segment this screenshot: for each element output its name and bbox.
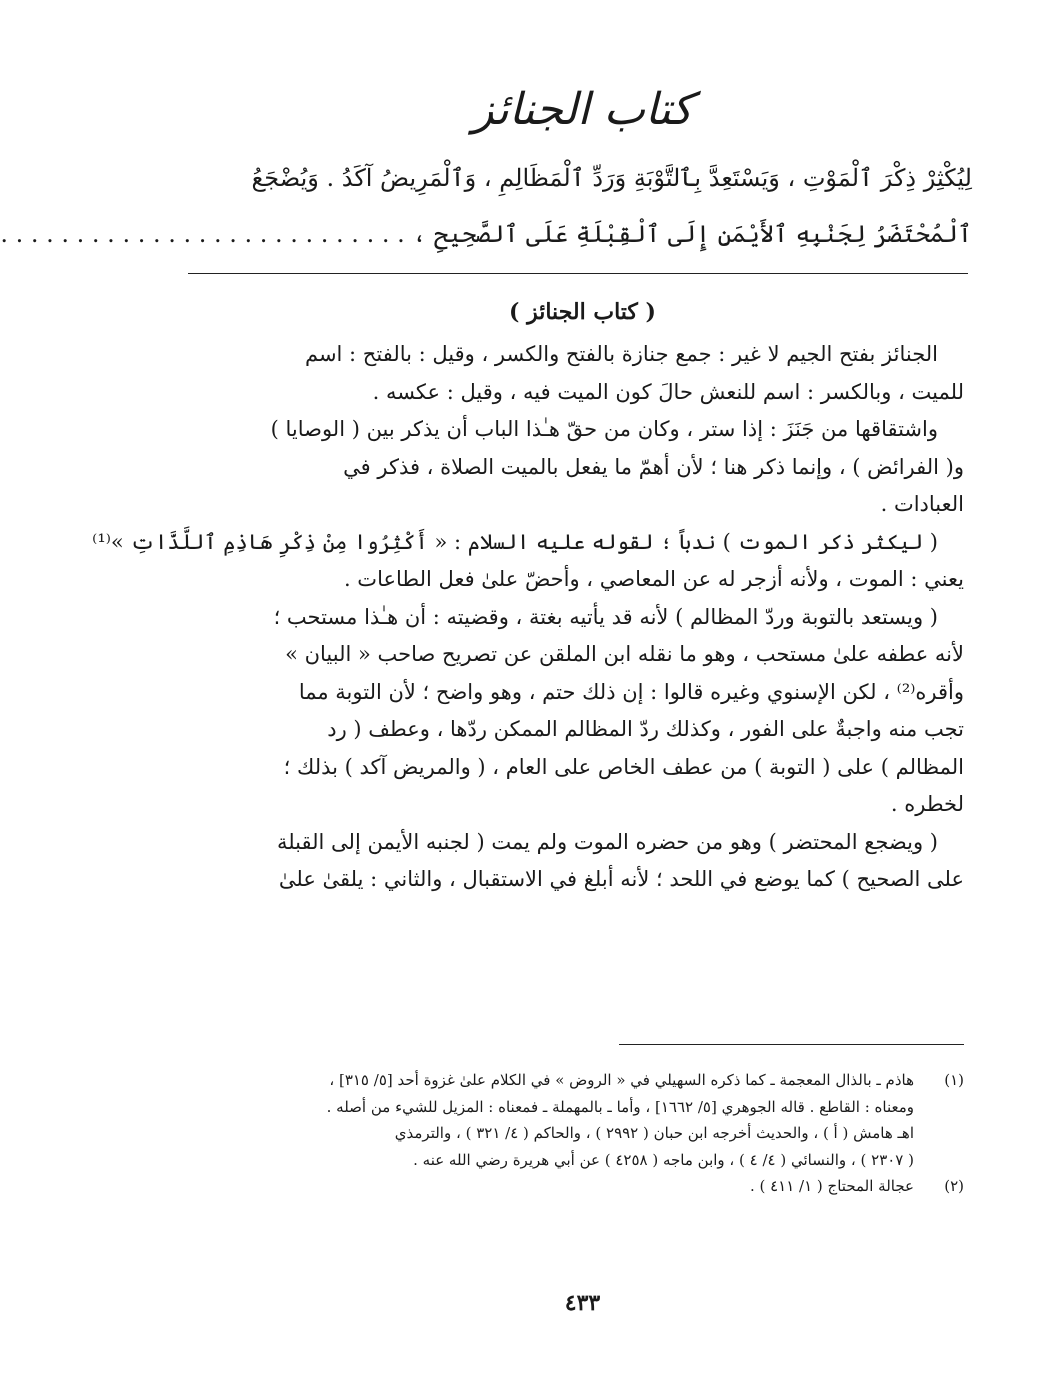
commentary-paragraph xyxy=(92,524,964,599)
paragraph-line: لأنه عطفه علىٰ مستحب ، وهو ما نقله ابن الملقن عن تصريح صاحب « البيان » xyxy=(285,642,964,666)
paragraph-line: ( ويستعد بالتوبة وردّ المظالم ) لأنه قد يأتيه بغتة ، وقضيته : أن هـٰذا مستحب ؛ xyxy=(273,604,938,629)
footnotes xyxy=(194,1067,964,1200)
commentary-paragraph xyxy=(194,411,964,524)
section-heading: ( كتاب الجنائز ) xyxy=(509,299,656,325)
matn-text xyxy=(0,150,972,262)
paragraph-line: المظالم ) على ( التوبة ) من عطف الخاص على العام ، ( والمريض آكد ) بذلك ؛ xyxy=(283,754,964,779)
page-number: ٤٣٣ xyxy=(564,1290,601,1316)
paragraph-line: على الصحيح ) كما يوضع في اللحد ؛ لأنه أبلغ في الاستقبال ، والثاني : يلقىٰ علىٰ xyxy=(278,867,964,891)
paragraph-line: وأقره⁽²⁾ ، لكن الإسنوي وغيره قالوا : إن ذلك حتم ، وهو واضح ؛ لأن التوبة مما xyxy=(298,679,964,704)
footnote-1 xyxy=(194,1067,964,1173)
matn-separator-rule xyxy=(188,273,968,274)
paragraph-line: واشتقاقها من جَنَزَ : إذا ستر ، وكان من حقّ هـٰذا الباب أن يذكر بين ( الوصايا ) xyxy=(270,417,938,441)
paragraph-line: لخطره . xyxy=(890,792,964,816)
footnote-2 xyxy=(194,1173,964,1200)
footnote-line: اهـ هامش ( أ ) ، والحديث أخرجه ابن حبان ( ٢٩٩٢ ) ، والحاكم ( ٤/ ٣٢١ ) ، والترمذي xyxy=(394,1124,914,1142)
paragraph-line: للميت ، وبالكسر : اسم للنعش حالَ كون الميت فيه ، وقيل : عكسه . xyxy=(372,379,964,404)
paragraph-line: العبادات . xyxy=(880,492,964,516)
paragraph-line: يعني : الموت ، ولأنه أزجر له عن المعاصي ، وأحضّ علىٰ فعل الطاعات . xyxy=(343,567,964,591)
paragraph-line: و( الفرائض ) ، وإنما ذكر هنا ؛ لأن أهمّ ما يفعل بالميت الصلاة ، فذكر في xyxy=(343,454,964,479)
paragraph-line: تجب منه واجبةٌ على الفور ، وكذلك ردّ المظالم الممكن ردّها ، وعطف ( رد xyxy=(327,717,964,741)
chapter-title: كتاب الجنائز xyxy=(472,84,693,135)
commentary-paragraph xyxy=(194,824,964,899)
matn-line: ٱلْمُحْتَضَرُ لِجَنْبِهِ ٱلأَيْمَنِ إِلَى ٱلْقِبْلَةِ عَلَى ٱلصَّحِيحِ ، . . . . . . . . . . . . . . . . . . . . . . . . . . . xyxy=(0,220,972,248)
commentary-paragraph xyxy=(194,336,964,411)
footnote-line: ومعناه : القاطع . قاله الجوهري [٥/ ١٦٦٢] ، وأما ـ بالمهملة ـ فمعناه : المزيل للشيء من أصله . xyxy=(326,1097,914,1116)
commentary-body xyxy=(92,336,964,899)
footnote-separator-rule xyxy=(619,1044,964,1045)
paragraph-line: ( ويضجع المحتضر ) وهو من حضره الموت ولم يمت ( لجنبه الأيمن إلى القبلة xyxy=(276,829,938,854)
footnote-number: (١) xyxy=(944,1071,964,1089)
paragraph-line: الجنائز بفتح الجيم لا غير : جمع جنازة بالفتح والكسر ، وقيل : بالفتح : اسم xyxy=(304,342,938,366)
footnote-line: هاذم ـ بالذال المعجمة ـ كما ذكره السهيلي في « الروض » في الكلام علىٰ غزوة أحد [٥/ ٣١٥] ، xyxy=(329,1071,914,1089)
paragraph-line: ( ليكثر ذكر الموت ) ندباً ؛ لقوله عليه السلام : « أَكْثِرُوا مِنْ ذِكْرِ هَاذِمِ ٱللَّذَّاتِ »⁽¹⁾ xyxy=(92,529,938,554)
footnote-line: عجالة المحتاج ( ١/ ٤١١ ) . xyxy=(749,1177,914,1195)
matn-line: لِيُكْثِرْ ذِكْرَ ٱلْمَوْتِ ، وَيَسْتَعِدَّ بِٱلتَّوْبَةِ وَرَدِّ ٱلْمَظَالِمِ ، وَٱلْمَرِيضُ آكَدُ . وَيُضْجَعُ xyxy=(251,164,972,192)
commentary-paragraph xyxy=(194,599,964,824)
footnote-number: (٢) xyxy=(944,1177,964,1195)
footnote-line: ( ٢٣٠٧ ) ، والنسائي ( ٤/ ٤ ) ، وابن ماجه ( ٤٢٥٨ ) عن أبي هريرة رضي الله عنه . xyxy=(413,1150,914,1169)
